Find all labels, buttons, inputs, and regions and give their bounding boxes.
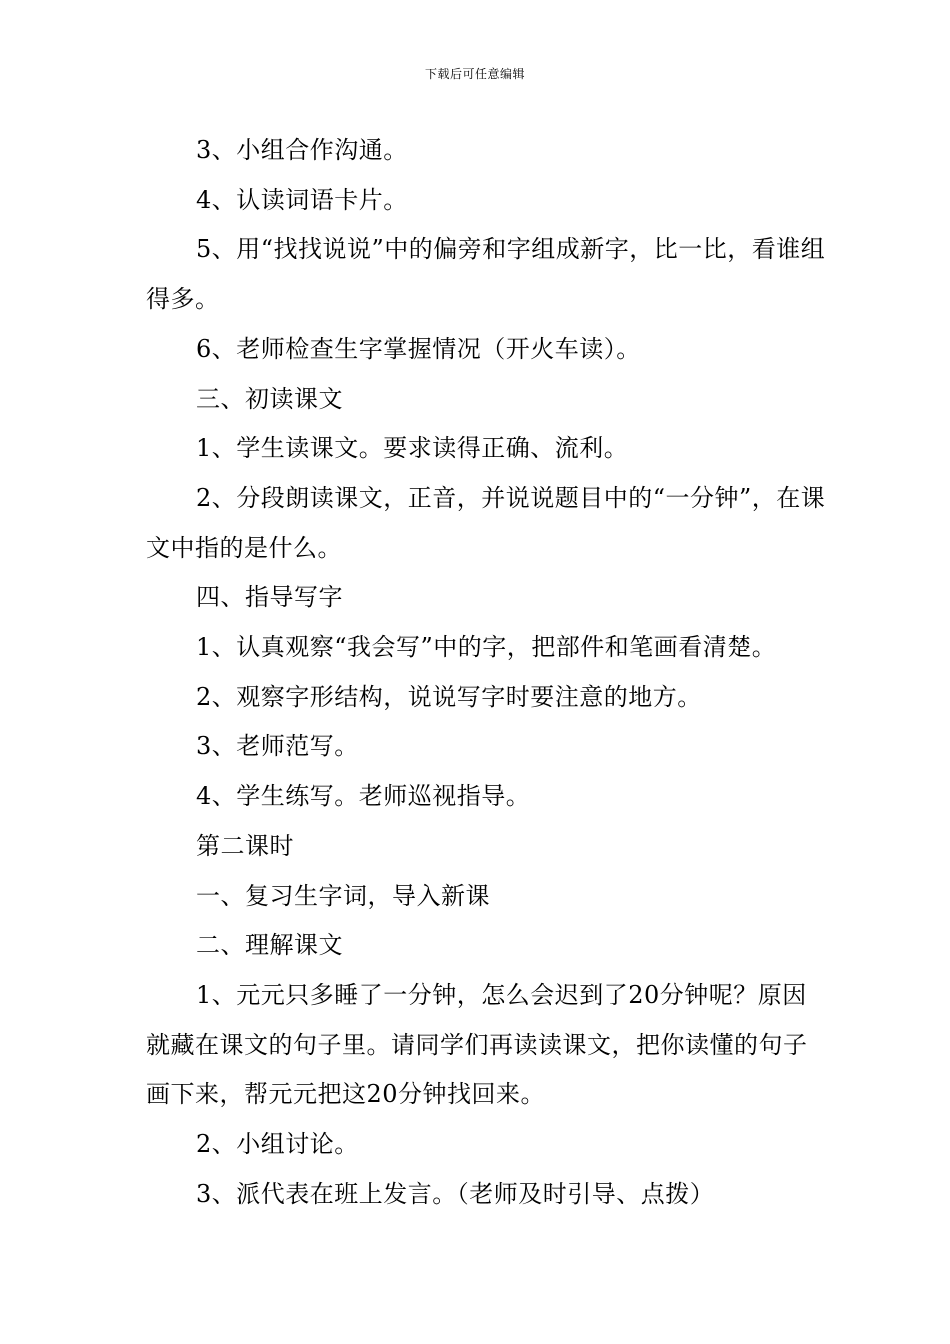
page-header-note: 下载后可任意编辑 [424, 67, 525, 81]
paragraph-writing-step-2: 2、观察字形结构，说说写字时要注意的地方。 [196, 682, 702, 711]
paragraph-step-5-form-new-characters: 5、用“找找说说”中的偏旁和字组成新字，比一比，看谁组得多。 [146, 235, 826, 314]
paragraph-understanding-step-2: 2、小组讨论。 [196, 1130, 359, 1159]
paragraph-reading-step-1: 1、学生读课文。要求读得正确、流利。 [196, 434, 629, 463]
section-heading-first-reading: 三、初读课文 [196, 384, 343, 413]
document-body [146, 126, 826, 1219]
section-heading-review: 一、复习生字词，导入新课 [196, 881, 490, 910]
paragraph-reading-step-2: 2、分段朗读课文，正音，并说说题目中的“一分钟”，在课文中指的是什么。 [146, 483, 826, 562]
section-heading-writing-guidance: 四、指导写字 [196, 583, 343, 612]
paragraph-writing-step-4: 4、学生练写。老师巡视指导。 [196, 782, 531, 811]
lesson-heading-second-period: 第二课时 [196, 831, 294, 860]
paragraph-step-6-teacher-check: 6、老师检查生字掌握情况（开火车读）。 [196, 334, 641, 363]
paragraph-understanding-step-3: 3、派代表在班上发言。（老师及时引导、点拨） [196, 1179, 715, 1208]
paragraph-step-3-group-communication: 3、小组合作沟通。 [196, 136, 408, 164]
paragraph-step-4-word-cards: 4、认读词语卡片。 [196, 185, 408, 214]
paragraph-understanding-step-1: 1、元元只多睡了一分钟，怎么会迟到了20分钟呢？原因就藏在课文的句子里。请同学们再读读课文，把你读懂的句子画下来，帮元元把这20分钟找回来。 [146, 980, 808, 1109]
paragraph-writing-step-1: 1、认真观察“我会写”中的字，把部件和笔画看清楚。 [196, 633, 777, 662]
paragraph-writing-step-3: 3、老师范写。 [196, 732, 359, 761]
section-heading-understand-text: 二、理解课文 [196, 931, 343, 960]
